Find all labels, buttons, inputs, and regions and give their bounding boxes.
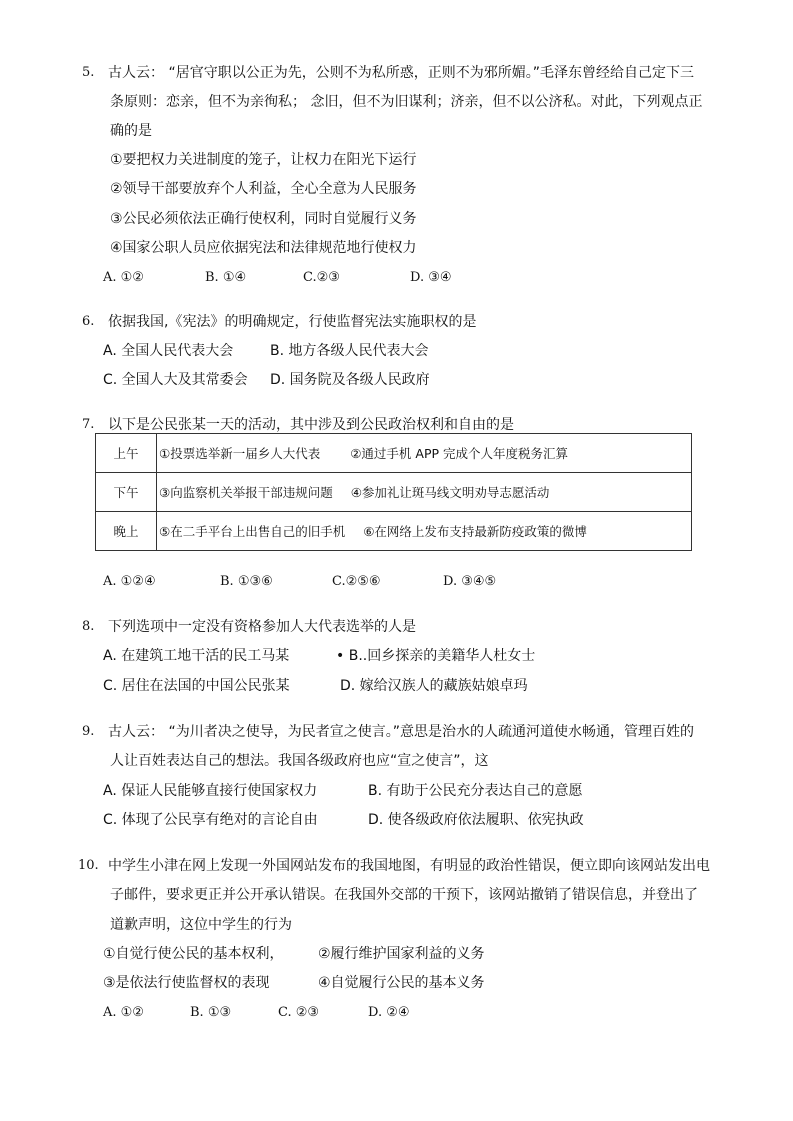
option-b: B. 地方各级人民代表大会 bbox=[270, 343, 429, 359]
question-number: 10. bbox=[78, 858, 99, 873]
question-number: 9. bbox=[82, 724, 95, 739]
activity-3: ③向监察机关举报干部违规问题 bbox=[159, 485, 333, 500]
option-c: C.②③ bbox=[303, 270, 340, 285]
question-text: 中学生小津在网上发现一外国网站发布的我国地图，有明显的政治性错误，便立即向该网站发出电 bbox=[108, 858, 710, 874]
question-text: 古人云： “居官守职以公正为先，公则不为私所惑，正则不为邪所媚。”毛泽东曾经给自己定下三 bbox=[108, 65, 694, 81]
statement-item: ①要把权力关进制度的笼子，让权力在阳光下运行 bbox=[110, 152, 417, 168]
option-c: C. 体现了公民享有绝对的言论自由 bbox=[103, 812, 318, 828]
option-a: A. ①②④ bbox=[103, 574, 156, 589]
statement-item: ③是依法行使监督权的表现 bbox=[103, 975, 270, 991]
time-cell: 上午 bbox=[96, 434, 157, 473]
statement-item: ④自觉履行公民的基本义务 bbox=[318, 975, 485, 991]
option-d: D. ③④ bbox=[410, 270, 452, 285]
option-a: A. 全国人民代表大会 bbox=[103, 343, 234, 359]
option-c: C. 居住在法国的中国公民张某 bbox=[103, 678, 290, 694]
option-d: D. ②④ bbox=[368, 1005, 410, 1020]
option-b: • B..回乡探亲的美籍华人杜女士 bbox=[336, 648, 536, 664]
question-text: 条原则：恋亲，但不为亲徇私； 念旧，但不为旧谋利；济亲，但不以公济私。对此，下列观点正 bbox=[110, 94, 703, 110]
option-b: B. ①③ bbox=[190, 1005, 232, 1020]
option-b: B. 有助于公民充分表达自己的意愿 bbox=[368, 783, 583, 799]
question-number: 5. bbox=[82, 65, 95, 80]
question-text: 古人云： “为川者决之使导，为民者宣之使言。”意思是治水的人疏通河道使水畅通，管理百姓的 bbox=[108, 724, 694, 740]
option-d: D. 国务院及各级人民政府 bbox=[270, 372, 430, 388]
option-c: C. ②③ bbox=[278, 1005, 320, 1020]
question-text: 道歉声明，这位中学生的行为 bbox=[110, 917, 292, 933]
activity-cell bbox=[157, 512, 692, 551]
table-row bbox=[96, 473, 692, 512]
statement-item: ③公民必须依法正确行使权利，同时自觉履行义务 bbox=[110, 211, 417, 227]
activity-6: ⑥在网络上发布支持最新防疫政策的微博 bbox=[363, 524, 587, 539]
question-text: 下列选项中一定没有资格参加人大代表选举的人是 bbox=[108, 619, 416, 635]
table-row bbox=[96, 434, 692, 473]
option-a: A. 在建筑工地干活的民工马某 bbox=[103, 648, 290, 664]
question-text: 以下是公民张某一天的活动，其中涉及到公民政治权利和自由的是 bbox=[108, 417, 514, 433]
option-c: C. 全国人大及其常委会 bbox=[103, 372, 248, 388]
question-number: 8. bbox=[82, 619, 95, 634]
option-d: D. 嫁给汉族人的藏族姑娘卓玛 bbox=[340, 678, 528, 694]
question-text: 确的是 bbox=[110, 123, 152, 139]
option-c: C.②⑤⑥ bbox=[332, 574, 381, 589]
question-text: 依据我国,《宪法》的明确规定，行使监督宪法实施职权的是 bbox=[108, 314, 477, 330]
question-text: 子邮件，要求更正并公开承认错误。在我国外交部的干预下，该网站撤销了错误信息，并登出了 bbox=[110, 887, 698, 903]
option-a: A. ①② bbox=[103, 270, 144, 285]
activity-2: ②通过手机 APP 完成个人年度税务汇算 bbox=[350, 446, 568, 461]
time-cell: 晚上 bbox=[96, 512, 157, 551]
statement-item: ②领导干部要放弃个人利益，全心全意为人民服务 bbox=[110, 181, 417, 197]
question-number: 6. bbox=[82, 314, 95, 329]
statement-item: ①自觉行使公民的基本权利， bbox=[103, 946, 284, 962]
time-cell: 下午 bbox=[96, 473, 157, 512]
option-d: D. 使各级政府依法履职、依宪执政 bbox=[368, 812, 584, 828]
statement-item: ②履行维护国家利益的义务 bbox=[318, 946, 485, 962]
question-text: 人让百姓表达自己的想法。我国各级政府也应“宣之使言”，这 bbox=[110, 753, 489, 769]
option-a: A. ①② bbox=[103, 1005, 144, 1020]
table-row bbox=[96, 512, 692, 551]
activity-cell bbox=[157, 434, 692, 473]
question-number: 7. bbox=[82, 417, 95, 432]
activity-cell bbox=[157, 473, 692, 512]
activity-4: ④参加礼让斑马线文明劝导志愿活动 bbox=[350, 485, 550, 500]
activity-1: ①投票选举新一届乡人大代表 bbox=[159, 446, 321, 461]
activity-table bbox=[95, 433, 692, 551]
statement-item: ④国家公职人员应依据宪法和法律规范地行使权力 bbox=[110, 240, 417, 256]
option-b: B. ①④ bbox=[205, 270, 247, 285]
option-d: D. ③④⑤ bbox=[443, 574, 497, 589]
option-a: A. 保证人民能够直接行使国家权力 bbox=[103, 783, 318, 799]
activity-5: ⑤在二手平台上出售自己的旧手机 bbox=[159, 524, 346, 539]
option-b: B. ①③⑥ bbox=[220, 574, 273, 589]
